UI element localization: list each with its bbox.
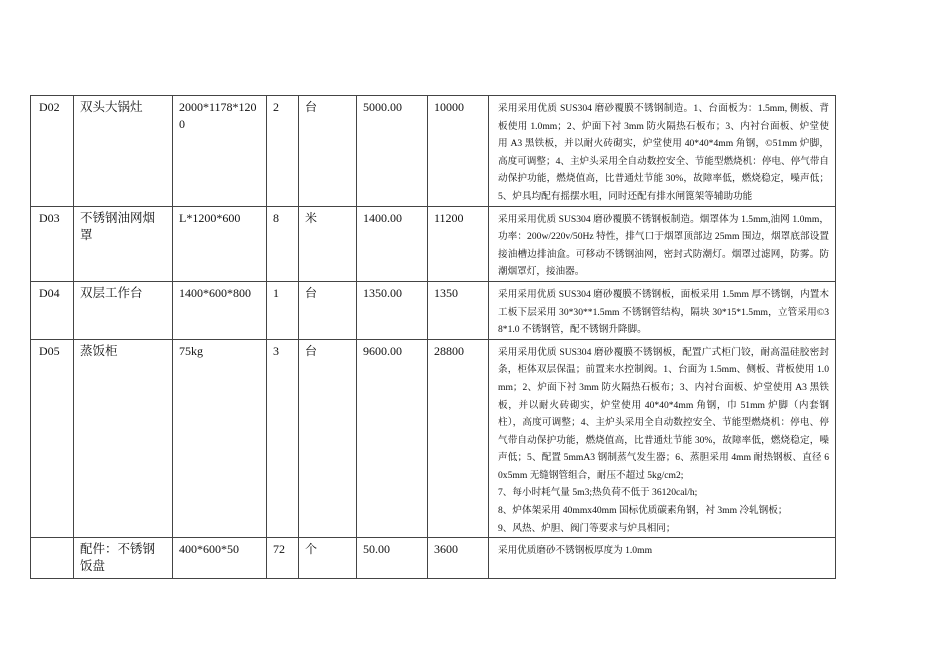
item-qty: 1 bbox=[267, 281, 299, 339]
item-name: 蒸饭柜 bbox=[74, 339, 173, 538]
item-price: 50.00 bbox=[357, 538, 428, 579]
item-qty: 2 bbox=[267, 96, 299, 207]
item-total: 28800 bbox=[428, 339, 489, 538]
item-spec: L*1200*600 bbox=[173, 206, 267, 281]
item-spec: 2000*1178*1200 bbox=[173, 96, 267, 207]
item-code: D04 bbox=[31, 281, 74, 339]
item-name: 双层工作台 bbox=[74, 281, 173, 339]
item-unit: 个 bbox=[299, 538, 357, 579]
item-price: 5000.00 bbox=[357, 96, 428, 207]
item-name: 双头大锅灶 bbox=[74, 96, 173, 207]
item-price: 1400.00 bbox=[357, 206, 428, 281]
item-unit: 台 bbox=[299, 281, 357, 339]
equipment-table-sheet bbox=[30, 95, 835, 579]
item-unit: 台 bbox=[299, 339, 357, 538]
item-unit: 米 bbox=[299, 206, 357, 281]
table-row bbox=[31, 538, 836, 579]
item-description: 采用采用优质 SUS304 磨砂覆膜不锈钢板，面板采用 1.5mm 厚不锈钢，内置木工板下层采用 30*30**1.5mm 不锈钢管结构，隔块 30*15*1.5mm，立管采用©38*1.0 不锈钢管，配不锈钢升降脚。 bbox=[489, 281, 836, 339]
item-code: D02 bbox=[31, 96, 74, 207]
item-name: 不锈钢油网烟罩 bbox=[74, 206, 173, 281]
item-code bbox=[31, 538, 74, 579]
item-unit: 台 bbox=[299, 96, 357, 207]
item-description: 采用采用优质 SUS304 磨砂覆膜不锈钢板制造。烟罩体为 1.5mm,油网 1.0mm，功率：200w/220v/50Hz 特性，排气口于烟罩顶部边 25mm 围边，烟罩底部设置接油槽边排油盒。可移动不锈钢油网，密封式防潮灯。烟罩过滤网，防雾。防潮烟罩灯，接油器。 bbox=[489, 206, 836, 281]
description-line: 8、炉体架采用 40mmx40mm 国标优质碳素角钢，衬 3mm 冷轧钢板； bbox=[498, 505, 788, 517]
table-row bbox=[31, 96, 836, 207]
item-total: 10000 bbox=[428, 96, 489, 207]
item-qty: 72 bbox=[267, 538, 299, 579]
item-code: D03 bbox=[31, 206, 74, 281]
description-paragraph: 采用采用优质 SUS304 磨砂覆膜不锈钢板，配置广式柜门铰，耐高温硅胶密封条，柜体双层保温；前置来水控制阀。1、台面为 1.5mm、侧板、背板使用 1.0mm；2、炉面下衬 3mm 防火隔热石板布；3、内衬台面板、炉堂使用 A3 黑铁板，并以耐火砖砌实，炉堂使用 40*40*4mm 角钢，巾 51mm 炉脚（内套钢柱），高度可调整；4、主炉头采用全自动数控安全、节能型燃烧机：停电、停气带自动保护功能，燃烧值高，比普通灶节能 30%，故障率低，燃烧稳定，噪声低；5、配置 5mmA3 钢制蒸气发生器；6、蒸胆采用 4mm 耐热钢板、直径 60x5mm 无缝钢管组合，耐压不超过 5kg/cm2; bbox=[498, 346, 829, 481]
equipment-table bbox=[30, 95, 836, 579]
item-price: 1350.00 bbox=[357, 281, 428, 339]
item-qty: 3 bbox=[267, 339, 299, 538]
item-price: 9600.00 bbox=[357, 339, 428, 538]
item-code: D05 bbox=[31, 339, 74, 538]
table-row bbox=[31, 206, 836, 281]
item-total: 11200 bbox=[428, 206, 489, 281]
item-total: 3600 bbox=[428, 538, 489, 579]
description-line: 7、每小时耗气量 5m3;热负荷不低于 36120cal/h; bbox=[498, 487, 698, 499]
item-description: 采用优质磨砂不锈钢板厚度为 1.0mm bbox=[489, 538, 836, 579]
item-description: 采用采用优质 SUS304 磨砂覆膜不锈钢制造。1、台面板为：1.5mm, 侧板、背板使用 1.0mm；2、炉面下衬 3mm 防火隔热石板布；3、内衬台面板、炉堂使用 A3 黑铁板，并以耐火砖砌实，炉堂使用 40*40*4mm 角钢，©51mm 炉脚，高度可调整；4、主炉头采用全自动数控安全、节能型燃烧机：停电、停气带自动保护功能，燃烧值高，比普通灶节能 30%，故障率低，燃烧稳定，噪声低；5、炉具均配有摇摆水咀，同时还配有排水闸篦架等辅助功能 bbox=[489, 96, 836, 207]
item-spec: 75kg bbox=[173, 339, 267, 538]
item-description bbox=[489, 339, 836, 538]
item-qty: 8 bbox=[267, 206, 299, 281]
item-spec: 1400*600*800 bbox=[173, 281, 267, 339]
table-row bbox=[31, 281, 836, 339]
item-spec: 400*600*50 bbox=[173, 538, 267, 579]
description-line: 9、风热、炉胆、阀门等要求与炉具相同； bbox=[498, 522, 676, 534]
table-row bbox=[31, 339, 836, 538]
item-total: 1350 bbox=[428, 281, 489, 339]
item-name: 配件：不锈钢饭盘 bbox=[74, 538, 173, 579]
